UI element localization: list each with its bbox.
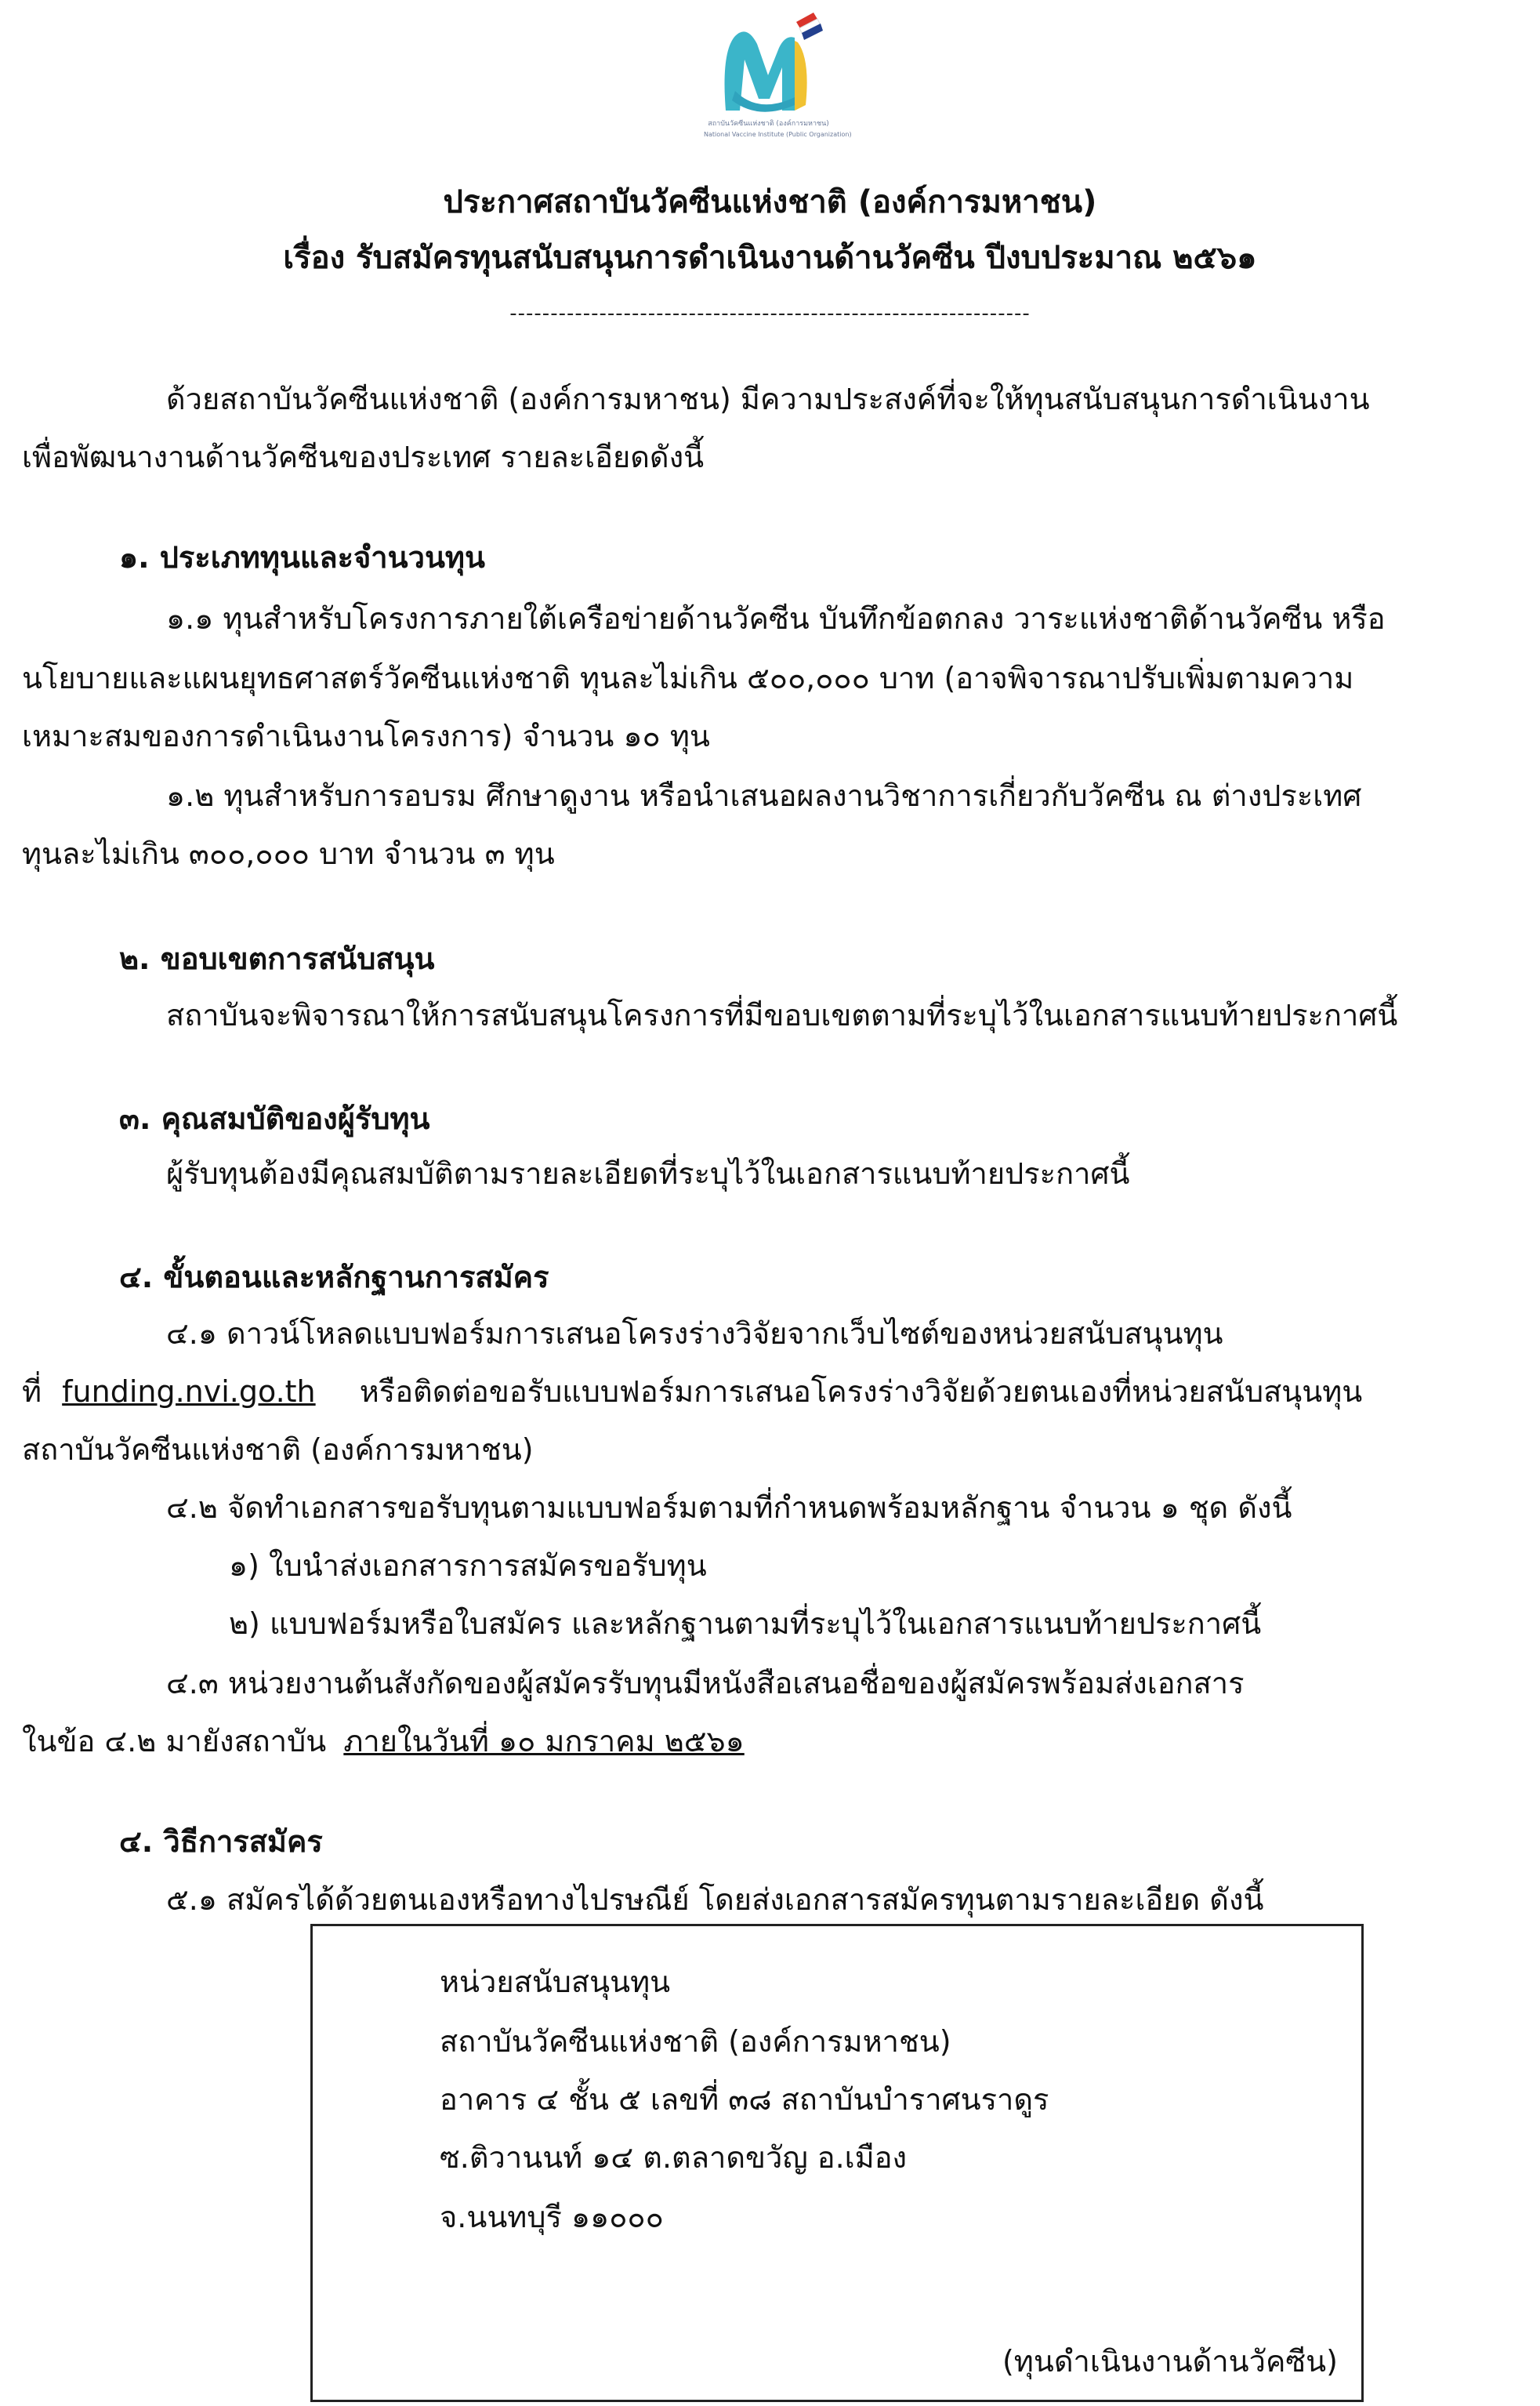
logo-caption-thai: สถาบันวัคซีนแห่งชาติ (องค์การมหาชน) (708, 120, 829, 128)
announcement-title: ประกาศสถาบันวัคซีนแห่งชาติ (องค์การมหาชน) (443, 184, 1097, 220)
nvi-logo-mark-icon (704, 5, 833, 118)
section-1-1-line-3: เหมาะสมของการดำเนินงานโครงการ) จำนวน ๑๐ ทุน (22, 719, 710, 753)
section-4-3-prefix: ในข้อ ๔.๒ มายังสถาบัน (22, 1724, 327, 1758)
section-4-2-line-1: ๔.๒ จัดทำเอกสารขอรับทุนตามแบบฟอร์มตามที่กำหนดพร้อมหลักฐาน จำนวน ๑ ชุด ดังนี้ (166, 1490, 1292, 1525)
address-line-2: สถาบันวัคซีนแห่งชาติ (องค์การมหาชน) (440, 2024, 951, 2059)
logo-caption-english: National Vaccine Institute (Public Organization) (704, 131, 852, 138)
mailing-address-box (310, 1924, 1364, 2402)
address-line-5: จ.นนทบุรี ๑๑๐๐๐ (440, 2200, 664, 2234)
section-1-2-line-2: ทุนละไม่เกิน ๓๐๐,๐๐๐ บาท จำนวน ๓ ทุน (22, 836, 555, 871)
section-3-heading: ๓. คุณสมบัติของผู้รับทุน (119, 1101, 430, 1136)
application-deadline: ภายในวันที่ ๑๐ มกราคม ๒๕๖๑ (343, 1724, 745, 1758)
section-1-1-line-1: ๑.๑ ทุนสำหรับโครงการภายใต้เครือข่ายด้านวัคซีน บันทึกข้อตกลง วาระแห่งชาติด้านวัคซีน หรือ (166, 601, 1386, 636)
section-1-heading: ๑. ประเภททุนและจำนวนทุน (119, 540, 485, 575)
address-box-note: (ทุนดำเนินงานด้านวัคซีน) (1002, 2344, 1338, 2379)
section-4-2-sub-2: ๒) แบบฟอร์มหรือใบสมัคร และหลักฐานตามที่ระบุไว้ในเอกสารแนบท้ายประกาศนี้ (229, 1606, 1262, 1641)
section-4-1-line-1: ๔.๑ ดาวน์โหลดแบบฟอร์มการเสนอโครงร่างวิจัยจากเว็บไซต์ของหน่วยสนับสนุนทุน (166, 1316, 1223, 1351)
address-line-1: หน่วยสนับสนุนทุน (440, 1965, 671, 1999)
section-4-3-line-1: ๔.๓ หน่วยงานต้นสังกัดของผู้สมัครรับทุนมีหนังสือเสนอชื่อของผู้สมัครพร้อมส่งเอกสาร (166, 1666, 1245, 1700)
section-1-2-line-1: ๑.๒ ทุนสำหรับการอบรม ศึกษาดูงาน หรือนำเสนอผลงานวิชาการเกี่ยวกับวัคซีน ณ ต่างประเทศ (166, 778, 1362, 813)
section-4-heading: ๔. ขั้นตอนและหลักฐานการสมัคร (119, 1260, 549, 1294)
section-2-line-1: สถาบันจะพิจารณาให้การสนับสนุนโครงการที่มีขอบเขตตามที่ระบุไว้ในเอกสารแนบท้ายประกาศนี้ (166, 998, 1398, 1032)
logo-caption (704, 119, 852, 140)
section-4-2-sub-1: ๑) ใบนำส่งเอกสารการสมัครขอรับทุน (229, 1548, 707, 1583)
section-2-heading: ๒. ขอบเขตการสนับสนุน (119, 942, 435, 976)
section-5-heading: ๔. วิธีการสมัคร (119, 1824, 323, 1859)
section-4-1-line-3: สถาบันวัคซีนแห่งชาติ (องค์การมหาชน) (22, 1432, 534, 1467)
section-4-1-line-2 (22, 1367, 1362, 1415)
nvi-logo (704, 5, 852, 150)
address-line-3: อาคาร ๔ ชั้น ๕ เลขที่ ๓๘ สถาบันบำราศนราดูร (440, 2082, 1049, 2117)
section-4-1-prefix: ที่ (22, 1374, 42, 1409)
funding-website-link[interactable]: funding.nvi.go.th (62, 1374, 316, 1409)
title-separator: ---------------------------------------------------------------- (509, 302, 1031, 325)
intro-line-2: เพื่อพัฒนางานด้านวัคซีนของประเทศ รายละเอียดดังนี้ (22, 440, 705, 474)
intro-line-1: ด้วยสถาบันวัคซีนแห่งชาติ (องค์การมหาชน) มีความประสงค์ที่จะให้ทุนสนับสนุนการดำเนินงาน (166, 382, 1370, 416)
section-4-1-line-2-rest: หรือติดต่อขอรับแบบฟอร์มการเสนอโครงร่างวิจัยด้วยตนเองที่หน่วยสนับสนุนทุน (359, 1374, 1363, 1409)
section-3-line-1: ผู้รับทุนต้องมีคุณสมบัติตามรายละเอียดที่ระบุไว้ในเอกสารแนบท้ายประกาศนี้ (166, 1156, 1130, 1191)
announcement-subject: เรื่อง รับสมัครทุนสนับสนุนการดำเนินงานด้านวัคซีน ปีงบประมาณ ๒๕๖๑ (283, 240, 1257, 276)
section-5-1-line-1: ๕.๑ สมัครได้ด้วยตนเองหรือทางไปรษณีย์ โดยส่งเอกสารสมัครทุนตามรายละเอียด ดังนี้ (166, 1882, 1264, 1917)
address-line-4: ซ.ติวานนท์ ๑๔ ต.ตลาดขวัญ อ.เมือง (440, 2140, 908, 2175)
section-1-1-line-2: นโยบายและแผนยุทธศาสตร์วัคซีนแห่งชาติ ทุนละไม่เกิน ๕๐๐,๐๐๐ บาท (อาจพิจารณาปรับเพิ่มตามความ (22, 661, 1354, 695)
section-4-3-line-2 (22, 1717, 745, 1765)
